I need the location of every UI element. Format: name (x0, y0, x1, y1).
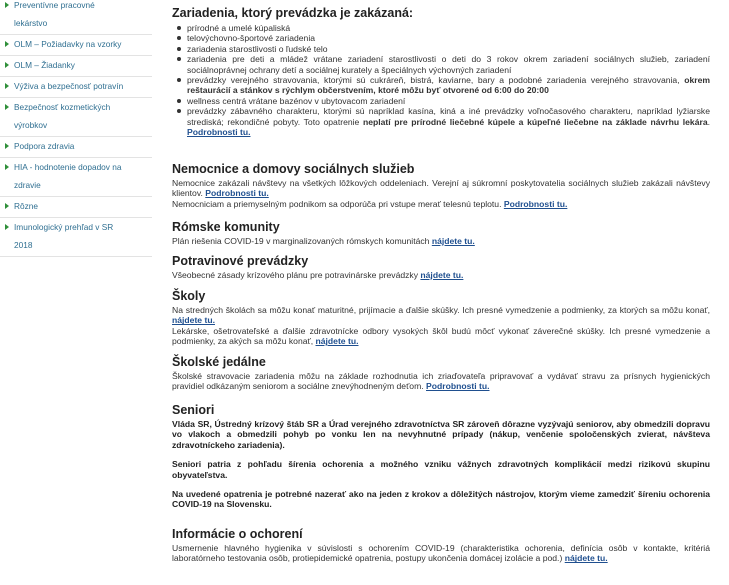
list-item (187, 106, 710, 137)
paragraph: Lekárske, ošetrovateľské a ďalšie zdravotnícke odbory vysokých škôl budú môcť vykonať záverečné skúšky. Ich presné vymedzenie a podmienky, za akých sa môžu konať, nájdete tu. (172, 325, 710, 347)
sidebar-item[interactable] (0, 218, 152, 257)
list-item-text: prevádzky zábavného charakteru, ktorými sú napríklad kasína, kiná a iné prevádzky voľnočasového charakteru, napríklad lyžiarske strediská; rekondičné pobyty. Toto opatrenie (187, 106, 710, 127)
arrow-bullet-icon (5, 203, 9, 209)
paragraph: Plán riešenia COVID-19 v marginalizovaných rómskych komunitách nájdete tu. (172, 236, 475, 246)
sidebar-item-label: Bezpečnosť kozmetických (14, 102, 111, 112)
sidebar-item-label: výrobkov (14, 120, 48, 130)
details-link[interactable]: Podrobnosti tu. (503, 198, 568, 209)
paragraph: Vláda SR, Ústredný krízový štáb SR a Úrad verejného zdravotníctva SR zároveň dôrazne vyzývajú seniorov, aby obmedzili dopravu vo vlakoch a obmedzili pohyb po vonku len na nevyhnutné prípady (nákup, venčenie spoločenských zvierat, návšteva zdravotníckeho zariadenia). (172, 419, 710, 450)
sidebar-item-label: HIA - hodnotenie dopadov na (14, 162, 122, 172)
arrow-bullet-icon (5, 164, 9, 170)
paragraph: Na stredných školách sa môžu konať maturitné, prijímacie a ďalšie skúšky. Ich presné vymedzenie a podmienky, za ktorých sa môžu konať, nájdete tu. (172, 305, 710, 326)
list-item-text: zariadenia starostlivosti o ľudské telo (187, 43, 328, 54)
list-item-text: zariadenia pre deti a mládež vrátane zariadení starostlivosti o deti do 3 rokov okrem zariadení sociálnych služieb, zariadení sociálnoprávnej ochrany detí a sociálnej kurately a špeciálnych výchovných zariadení (187, 54, 710, 75)
sidebar-item[interactable] (0, 158, 152, 197)
section-romske (172, 220, 710, 246)
find-here-link[interactable]: nájdete tu. (431, 236, 475, 246)
paragraph: Nemocniciam a priemyselným podnikom sa odporúča pri vstupe merať telesnú teplotu. Podrobnosti tu. (172, 198, 568, 209)
paragraph: Všeobecné zásady krízového plánu pre potravinárske prevádzky nájdete tu. (172, 270, 464, 280)
arrow-bullet-icon (5, 62, 9, 68)
list-item (187, 54, 710, 75)
sidebar-item-label: Výživa a bezpečnosť potravín (14, 81, 124, 91)
paragraph: Na uvedené opatrenia je potrebné nazerať ako na jeden z krokov a dôležitých nástrojov, ktorým vieme zamedziť šíreniu ochorenia COVID-19 na Slovensku. (172, 489, 710, 510)
section-title: Zariadenia, ktorý prevádzka je zakázaná: (172, 6, 414, 20)
sidebar-item-label: Preventívne pracovné (14, 0, 95, 10)
section-potravinove (172, 254, 710, 280)
sidebar-item[interactable] (0, 77, 152, 98)
details-link[interactable]: Podrobnosti tu. (426, 381, 490, 392)
section-jedalne (172, 355, 710, 392)
section-title: Potravinové prevádzky (172, 254, 309, 268)
section-nemocnice (172, 162, 710, 209)
arrow-bullet-icon (5, 41, 9, 47)
section-title: Informácie o ochorení (172, 527, 303, 541)
list-item-bold-text: okrem reštaurácií a stánkov s rýchlym občerstvením, ktoré môžu byť otvorené od 6:00 do 20:00 (187, 75, 710, 96)
list-item-text: prírodné a umelé kúpaliská (187, 23, 291, 33)
sidebar-item-label: Podpora zdravia (14, 141, 75, 151)
sidebar-item-label: OLM – Žiadanky (14, 60, 75, 70)
list-item-text: prevádzky verejného stravovania, ktorými sú cukráreň, bistrá, kaviarne, bary a podobné zariadenia verejného stravovania, (187, 75, 685, 86)
paragraph: Usmernenie hlavného hygienika v súvislosti s ochorením COVID-19 (charakteristika ochorenia, definícia osôb v kontakte, kritériá laboratórneho testovania osôb, protiepidemické opatrenia, postupy ukončenia domácej izolácie a pod.) nájdete tu. (172, 543, 710, 564)
section-skoly (172, 289, 710, 347)
section-title: Seniori (172, 403, 215, 417)
list-item (187, 96, 710, 106)
sidebar-item[interactable] (0, 35, 152, 56)
find-here-link[interactable]: nájdete tu. (315, 336, 359, 347)
list-item (187, 23, 710, 33)
sidebar-item-label: Imunologický prehľad v SR (14, 222, 114, 232)
paragraph: Nemocnice zakázali návštevy na všetkých lôžkových oddeleniach. Verejní aj súkromní poskytovatelia sociálnych služieb zakázali návštevy klientov. Podrobnosti tu. (172, 178, 710, 199)
sidebar-item-label: 2018 (14, 240, 33, 250)
find-here-link[interactable]: nájdete tu. (564, 553, 608, 564)
arrow-bullet-icon (5, 83, 9, 89)
prohibited-facilities-list (172, 23, 710, 137)
list-item-bold-text: neplatí pre prírodné liečebné kúpele a kúpeľné liečebne na základe návrhu lekára (362, 116, 708, 127)
section-seniori (172, 403, 710, 510)
details-link[interactable]: Podrobnosti tu. (205, 188, 269, 199)
paragraph: Seniori patria z pohľadu šírenia ochorenia a možného vzniku vážnych zdravotných komplikácií medzi rizikovú skupinu obyvateľstva. (172, 459, 710, 480)
sidebar-item[interactable] (0, 56, 152, 77)
list-item-text: wellness centrá vrátane bazénov v ubytovacom zariadení (187, 95, 406, 106)
sidebar-item-label: OLM – Požiadavky na vzorky (14, 39, 122, 49)
arrow-bullet-icon (5, 224, 9, 230)
list-item (187, 44, 710, 54)
find-here-link[interactable]: nájdete tu. (172, 315, 215, 326)
details-link[interactable]: Podrobnosti tu. (187, 127, 251, 138)
section-title: Rómske komunity (172, 220, 280, 234)
sidebar-item-label: zdravie (14, 180, 41, 190)
list-item-text: . (707, 116, 710, 127)
arrow-bullet-icon (5, 2, 9, 8)
sidebar-item-label: lekárstvo (14, 18, 48, 28)
section-title: Školy (172, 289, 206, 303)
section-zariadenia (172, 6, 710, 137)
list-item (187, 33, 710, 43)
section-title: Nemocnice a domovy sociálnych služieb (172, 162, 415, 176)
find-here-link[interactable]: nájdete tu. (420, 270, 464, 280)
section-title: Školské jedálne (172, 355, 266, 369)
paragraph: Školské stravovacie zariadenia môžu na základe rozhodnutia ich zriaďovateľa pripravovať a vydávať stravu za prísnych hygienických pravidiel odkázaným seniorom a sociálne znevýhodneným deťom. Podrobnosti tu. (172, 371, 710, 392)
sidebar-item[interactable] (0, 98, 152, 137)
list-item (187, 75, 710, 96)
sidebar-nav (0, 0, 152, 585)
sidebar-item[interactable] (0, 0, 152, 35)
arrow-bullet-icon (5, 104, 9, 110)
sidebar-item[interactable] (0, 197, 152, 218)
section-informacie (172, 527, 710, 564)
sidebar-item-label: Rôzne (14, 201, 38, 211)
list-item-text: telovýchovno-športové zariadenia (187, 33, 316, 44)
sidebar-item[interactable] (0, 137, 152, 158)
arrow-bullet-icon (5, 143, 9, 149)
